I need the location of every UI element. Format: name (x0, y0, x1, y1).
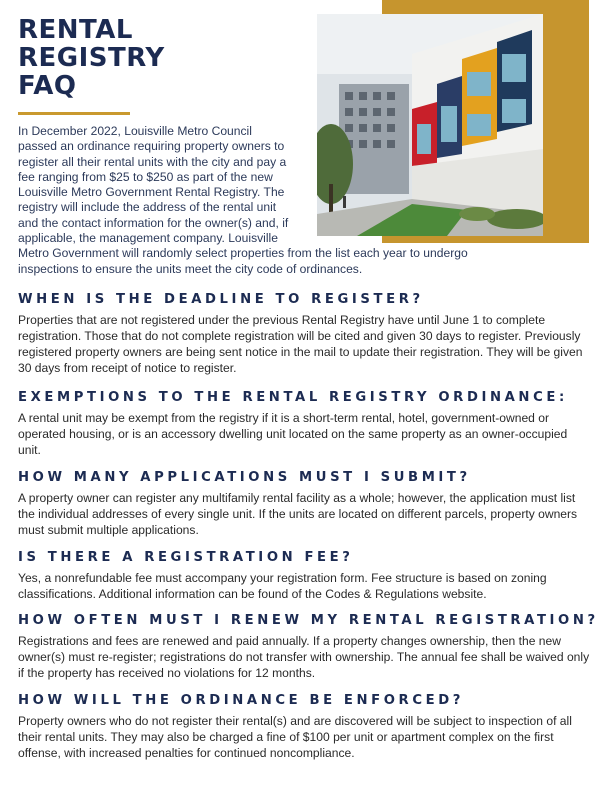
faq-body: Properties that are not registered under the previous Rental Registry have until June 1 to complete registration. Those that do not complete registration will be cited and given 30 days to register. Previously registered property owners are being sent notice in the mail to update their registration. They will be given 30 days from receipt of notice to register. (18, 313, 583, 375)
intro-line: applicable, the management company. Louisville (18, 231, 278, 246)
faq-body: Yes, a nonrefundable fee must accompany your registration form. Fee structure is based on zoning classifications. Additional information can be found of the Codes & Regulations website. (18, 571, 547, 601)
faq-exemptions (18, 390, 593, 458)
intro-paragraph (18, 124, 468, 277)
intro-line: register all their rental units with the city and pay a (18, 154, 287, 169)
faq-enforcement (18, 693, 593, 761)
faq-heading: HOW WILL THE ORDINANCE BE ENFORCED? (18, 693, 464, 708)
faq-heading: IS THERE A REGISTRATION FEE? (18, 550, 354, 565)
faq-fee (18, 550, 593, 602)
page-title (18, 16, 165, 100)
faq-heading: HOW MANY APPLICATIONS MUST I SUBMIT? (18, 470, 471, 485)
intro-line: inspections to ensure the units meet the city code of ordinances. (18, 261, 363, 276)
faq-renewal (18, 613, 599, 681)
faq-applications (18, 470, 593, 538)
faq-heading: EXEMPTIONS TO THE RENTAL REGISTRY ORDINANCE: (18, 390, 568, 405)
intro-line: In December 2022, Louisville Metro Council (18, 124, 252, 138)
intro-line: passed an ordinance requiring property owners to (18, 139, 285, 154)
intro-line: and the contact information for the owner(s) and, if (18, 215, 289, 230)
title-line-3: FAQ (18, 71, 77, 101)
faq-body: Registrations and fees are renewed and paid annually. If a property changes ownership, then the new owner(s) must re-register; registrations do not transfer with ownership. The annual fee shall be waived only if the property has received no violations for 12 months. (18, 634, 590, 680)
intro-line: Louisville Metro Government Rental Registry. The (18, 185, 285, 200)
faq-body: A property owner can register any multifamily rental facility as a whole; however, the application must list the individual addresses of every single unit. If the units are located on different parcels, property owners must submit multiple applications. (18, 491, 578, 537)
title-underline (18, 112, 130, 115)
title-line-1: RENTAL (18, 15, 133, 45)
intro-line: fee ranging from $25 to $250 as part of the new (18, 169, 273, 184)
faq-body: A rental unit may be exempt from the registry if it is a short-term rental, hotel, government-owned or operated housing, or is an accessory dwelling unit located on the same property as an owner-occupied unit. (18, 411, 568, 457)
intro-line: registry will include the address of the rental unit (18, 200, 277, 215)
faq-body: Property owners who do not register their rental(s) and are discovered will be subject to inspection of all their rental units. They may also be charged a fine of $100 per unit or apartment complex on the first offense, with increased penalties for continued noncompliance. (18, 714, 572, 760)
faq-deadline (18, 292, 593, 376)
faq-heading: HOW OFTEN MUST I RENEW MY RENTAL REGISTRATION? (18, 613, 599, 628)
faq-heading: WHEN IS THE DEADLINE TO REGISTER? (18, 292, 424, 307)
intro-line: Metro Government will randomly select properties from the list each year to undergo (18, 246, 468, 261)
title-line-2: REGISTRY (18, 43, 165, 73)
